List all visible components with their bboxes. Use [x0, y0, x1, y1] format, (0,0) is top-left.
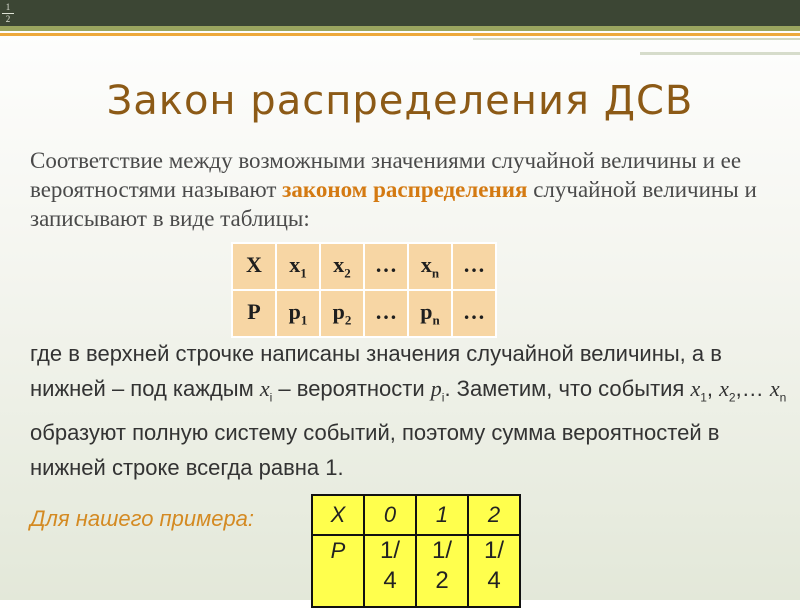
table-cell: 1/ 4	[364, 535, 416, 607]
light-stripe-short	[640, 52, 800, 55]
table-cell: P	[312, 535, 364, 607]
top-accent-line	[0, 26, 800, 31]
table-cell: 1	[416, 495, 468, 535]
definition-paragraph: Соответствие между возможными значениями случайной величины и ее вероятностями называют законом распределения случайной величины и записывают в виде таблицы:	[30, 148, 757, 231]
table-cell: X	[312, 495, 364, 535]
light-stripe	[473, 38, 800, 40]
table-cell: …	[364, 290, 408, 337]
top-decor-bar	[0, 0, 800, 26]
table-cell: …	[452, 290, 496, 337]
slide-number: 1 2	[2, 3, 14, 24]
table-cell: …	[364, 243, 408, 290]
table-cell: P	[232, 290, 276, 337]
table-cell: $p_n$	[408, 290, 452, 337]
table-cell: …	[452, 243, 496, 290]
table-cell: $x_n$	[408, 243, 452, 290]
table-cell: 2	[468, 495, 520, 535]
orange-stripe	[0, 33, 800, 36]
explanation-paragraph: где в верхней строчке написаны значения случайной величины, а в нижней – под каждым $x_i$ – вероятности $p_i$. Заметим, что события $x_1$, $x_2,\dots$ $x_n$ образуют полную систему событий, поэтому сумма вероятностей в нижней строке всегда равна 1.	[30, 341, 787, 481]
highlight-term: законом распределения	[282, 177, 528, 202]
table-cell: 1/ 4	[468, 535, 520, 607]
example-table	[311, 494, 521, 608]
table-row	[312, 495, 520, 535]
table-cell: 1/ 2	[416, 535, 468, 607]
table-cell: $x_1$	[276, 243, 320, 290]
table-cell: $p_1$	[276, 290, 320, 337]
table-cell: $x_2$	[320, 243, 364, 290]
table-cell: X	[232, 243, 276, 290]
table-cell: 0	[364, 495, 416, 535]
table-cell: $p_2$	[320, 290, 364, 337]
table-row	[232, 243, 496, 290]
table-row	[312, 535, 520, 607]
example-label: Для нашего примера:	[30, 506, 255, 531]
distribution-table	[231, 242, 497, 338]
slide-title: Закон распределения ДСВ	[106, 78, 694, 124]
table-row	[232, 290, 496, 337]
